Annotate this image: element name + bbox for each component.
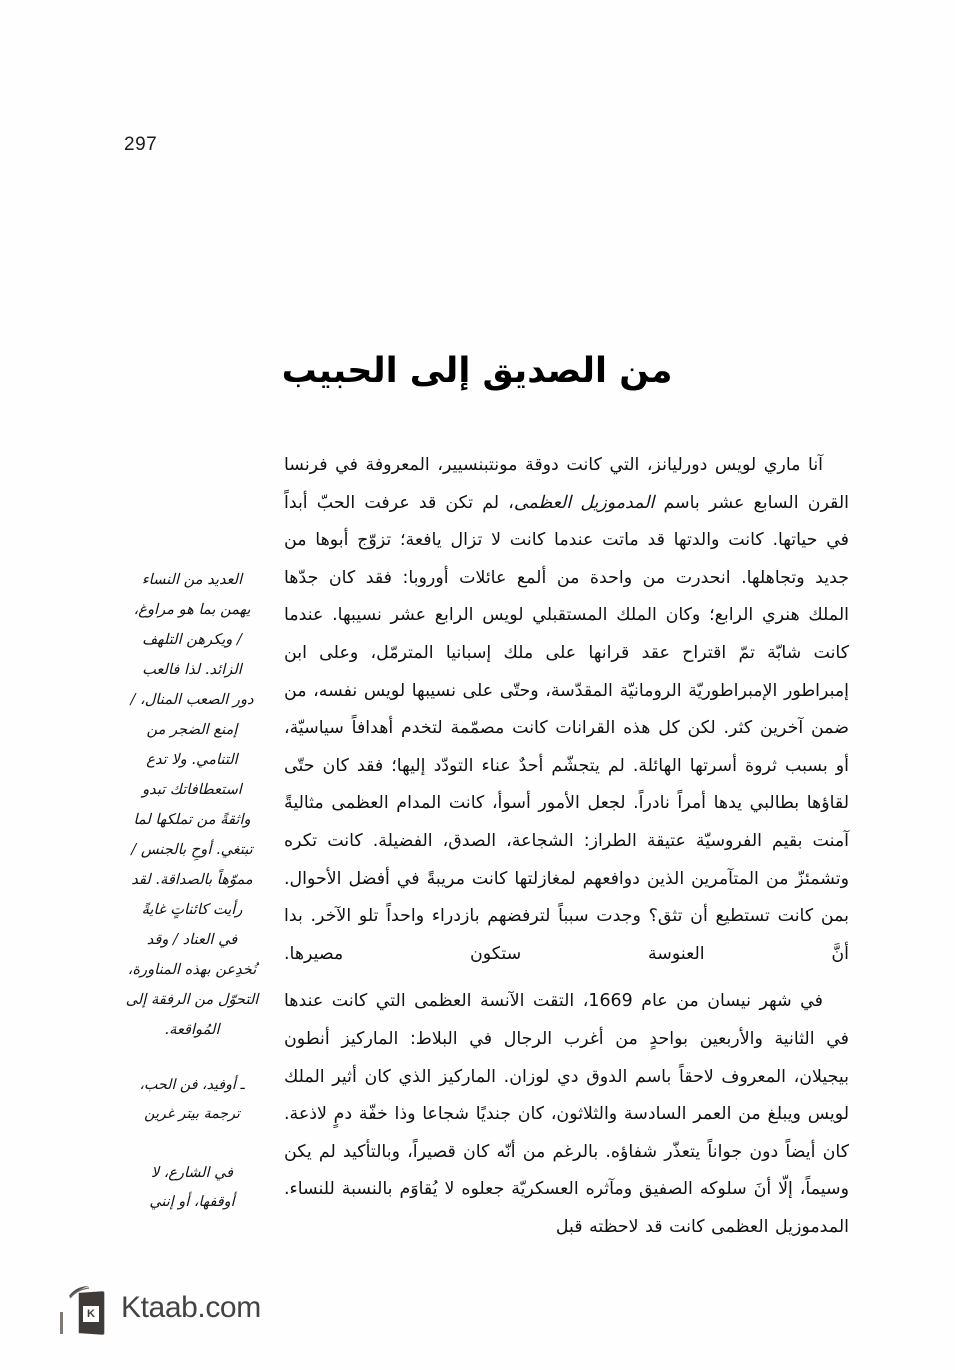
body-text-column [284, 447, 849, 1246]
margin-note-quote: العديد من النساء يهمن بما هو مراوغ، / ويكرهن التلهف الزائد. لذا فالعب دور الصعب المنال، / إمنع الضجر من التنامي. ولا تدع استعطافاتك تبدو واثقةً من تملكها لما تبتغي. أوحِ بالجنس / مموّهاً بالصداقة. لقد رأيت كائناتٍ غايةً في العناد / وقد نُخدِعن بهذه المناورة، التحوّل من الرفقة إلى المُواقعة. [125, 571, 259, 1038]
margin-note-attribution: ـ أوفيد، فن الحب، ترجمة بيتر غرين [139, 1077, 245, 1122]
site-name: Ktaab.com [121, 1291, 261, 1324]
margin-note [112, 565, 272, 1217]
body-paragraph-2: في شهر نيسان من عام 1669، التقت الآنسة العظمى التي كانت عندها في الثانية والأربعين بواحدٍ من أغرب الرجال في البلاط: الماركيز أنطون بيجيلان، المعروف لاحقاً باسم الدوق دي لوزان. الماركيز الذي كان أثير الملك لويس ويبلغ من العمر السادسة والثلاثون، كان جنديًا شجاعا وذا خفّة دمٍ لاذعة. كان أيضاً دون جواناً يتعذّر شفاؤه. بالرغم من أنّه كان قصيراً، وبالتأكيد لم يكن وسيماً، إلّا أنَ سلوكه الصفيق ومآثره العسكريّة جعلوه لا يُقاوَم بالنسبة للنساء. المدموزيل العظمى كانت قد لاحظته قبل [284, 991, 849, 1237]
body-paragraph-1: آنا ماري لويس دورليانز، التي كانت دوقة مونتبنسيير، المعروفة في فرنسا القرن السابع عشر باسم المدموزيل العظمى، لم تكن قد عرفت الحبّ أبداً في حياتها. كانت والدتها قد ماتت عندما كانت لا تزال يافعة؛ تزوّج أبوها من جديد وتجاهلها. انحدرت من واحدة من ألمع عائلات أوروبا: فقد كان جدّها الملك هنري الرابع؛ وكان الملك المستقبلي لويس الرابع عشر نسيبها. عندما كانت شابّة تمّ اقتراح عقد قرانها على ملك إسبانيا المترمّل، وعلى ابن إمبراطور الإمبراطوريّة الرومانيّة المقدّسة، وحتّى على نسيبها لويس نفسه، من ضمن آخرين كثر. لكن كل هذه القرانات كانت مصمّمة لتخدم أهدافاً سياسيّة، أو بسبب ثروة أسرتها الهائلة. لم يتجشّم أحدٌ عناء التودّد إليها؛ فقد كان حتّى لقاؤها بطالبي يدها أمراً نادراً. لجعل الأمور أسوأ، كانت المدام العظمى مثاليةً آمنت بقيم الفروسيّة عتيقة الطراز: الشجاعة، الصدق، الفضيلة. كانت تكره وتشمئزّ من المتآمرين الذين دوافعهم لمغازلتها كانت مريبةً في أفضل الأحوال. بمن كانت تستطيع أن تثق؟ وجدت سبباً لترفضهم بازدراء واحداً تلو الآخر. بدا أنَّ العنوسة ستكون مصيرها. [284, 455, 849, 964]
site-watermark [68, 1282, 261, 1334]
chapter-title: من الصديق إلى الحبيب [281, 351, 673, 392]
book-logo-icon [68, 1282, 110, 1334]
book-logo-letter: K [83, 1306, 99, 1322]
margin-note-next-quote: في الشارع، لا أوقفها، أو إنني [149, 1165, 235, 1210]
book-spine-tick [60, 1312, 63, 1334]
page-number: 297 [124, 134, 158, 155]
